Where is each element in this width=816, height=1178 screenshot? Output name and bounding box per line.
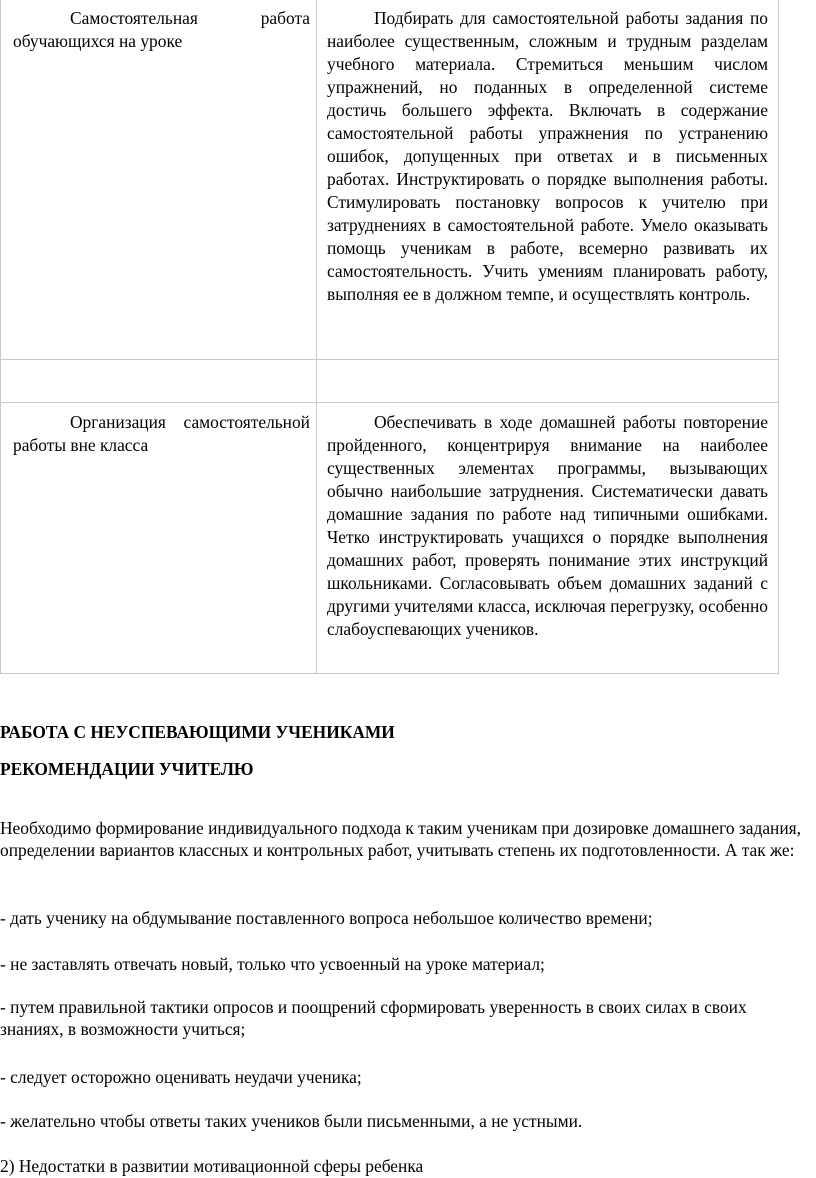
list-item: - дать ученику на обдумывание поставленного вопроса небольшое количество времени; (0, 908, 653, 928)
table-cell-right (317, 403, 779, 674)
list-item: - путем правильной тактики опросов и поощрений сформировать уверенность в своих силах в своих знаниях, в возможности учиться; (0, 997, 747, 1039)
cell-text: Обеспечивать в ходе домашней работы повторение пройденного, концентрируя внимание на наиболее существенных элементах программы, вызывающих обычно наибольшие затруднения. Систематически давать домашние задания по работе над типичными ошибками. Четко инструктировать учащихся о порядке выполнения домашних работ, проверять понимание этих инструкций школьниками. Согласовывать объем домашних заданий с другими учителями класса, исключая перегрузку, особенно слабоуспевающих учеников. (327, 412, 768, 639)
table-cell-left (1, 0, 317, 360)
table-cell-right (317, 360, 779, 403)
cell-text: Организация самостоятельной работы вне класса (13, 412, 310, 455)
cell-text (1, 360, 316, 368)
intro-paragraph: Необходимо формирование индивидуального подхода к таким ученикам при дозировке домашнего задания, определении вариантов классных и контрольных работ, учитывать степень их подготовленности. А так же: (0, 818, 802, 860)
table-cell-right (317, 0, 779, 360)
table-cell-left (1, 403, 317, 674)
table-cell-left (1, 360, 317, 403)
section-heading: РАБОТА С НЕУСПЕВАЮЩИМИ УЧЕНИКАМИ (0, 722, 395, 742)
list-item: - следует осторожно оценивать неудачи ученика; (0, 1067, 362, 1087)
list-item: - не заставлять отвечать новый, только что усвоенный на уроке материал; (0, 954, 545, 974)
table-row (1, 360, 779, 403)
list-item: - желательно чтобы ответы таких учеников были письменными, а не устными. (0, 1111, 583, 1131)
table-row (1, 0, 779, 360)
section-title: 2) Недостатки в развитии мотивационной сферы ребенка (0, 1156, 424, 1176)
cell-text: Самостоятельная работа обучающихся на уроке (13, 8, 310, 51)
cell-text: Подбирать для самостоятельной работы задания по наиболее существенным, сложным и трудным разделам учебного материала. Стремиться меньшим числом упражнений, но поданных в определенной системе достичь большего эффекта. Включать в содержание самостоятельной работы упражнения по устранению ошибок, допущенных при ответах и в письменных работах. Инструктировать о порядке выполнения работы. Стимулировать постановку вопросов к учителю при затруднениях в самостоятельной работе. Умело оказывать помощь ученикам в работе, всемерно развивать их самостоятельность. Учить умениям планировать работу, выполняя ее в должном темпе, и осуществлять контроль. (327, 8, 768, 304)
cell-text (317, 360, 778, 368)
table-row (1, 403, 779, 674)
section-subheading: РЕКОМЕНДАЦИИ УЧИТЕЛЮ (0, 759, 254, 779)
